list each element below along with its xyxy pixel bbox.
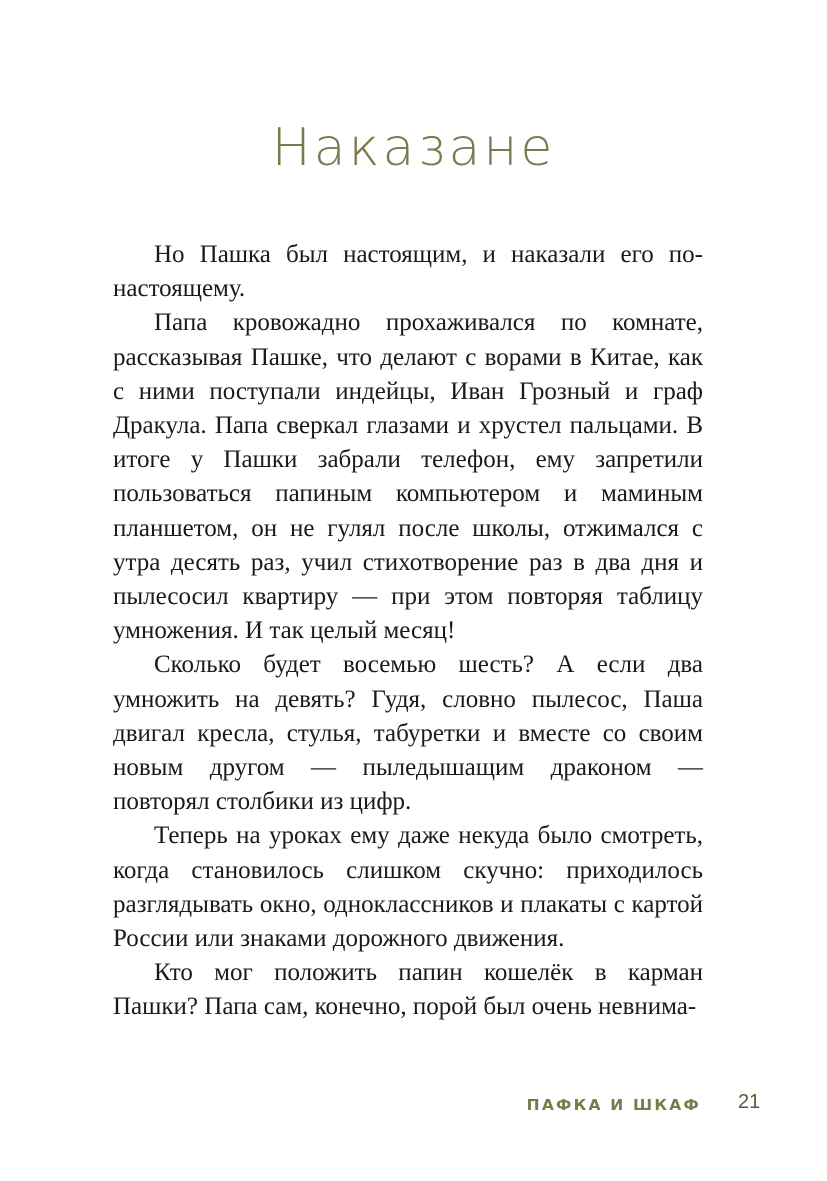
paragraph: Но Пашка был настоящим, и наказали его по-настоящему. [113, 241, 703, 303]
paragraph: Теперь на уроках ему даже некуда было смотреть, когда становилось слишком скучно: приходилось разглядывать окно, одноклассников и плакаты с картой России или знаками дорожного движения. [113, 822, 703, 953]
chapter-title: Наказане [271, 118, 556, 178]
body-text [113, 238, 703, 1025]
paragraph: Кто мог положить папин кошелёк в карман Пашки? Папа сам, конечно, порой был очень невнима- [113, 959, 703, 1021]
paragraph: Сколько будет восемью шесть? А если два умножить на девять? Гудя, словно пылесос, Паша двигал кресла, стулья, табуретки и вместе со своим новым другом — пыледышащим драконом — повторял столбики из цифр. [113, 651, 703, 816]
page-number: 21 [738, 1091, 761, 1113]
paragraph: Папа кровожадно прохаживался по комнате, рассказывая Пашке, что делают с ворами в Китае, как с ними поступали индейцы, Иван Грозный и граф Дракула. Папа сверкал глазами и хрустел пальцами. В итоге у Пашки забрали телефон, ему запретили пользоваться папиным компьютером и маминым планшетом, он не гулял после школы, отжимался с утра десять раз, учил стихотворение раз в два дня и пылесосил квартиру — при этом повторяя таблицу умножения. И так целый месяц! [113, 309, 703, 645]
running-footer-title: ПАФКА И ШКАФ [526, 1096, 701, 1114]
